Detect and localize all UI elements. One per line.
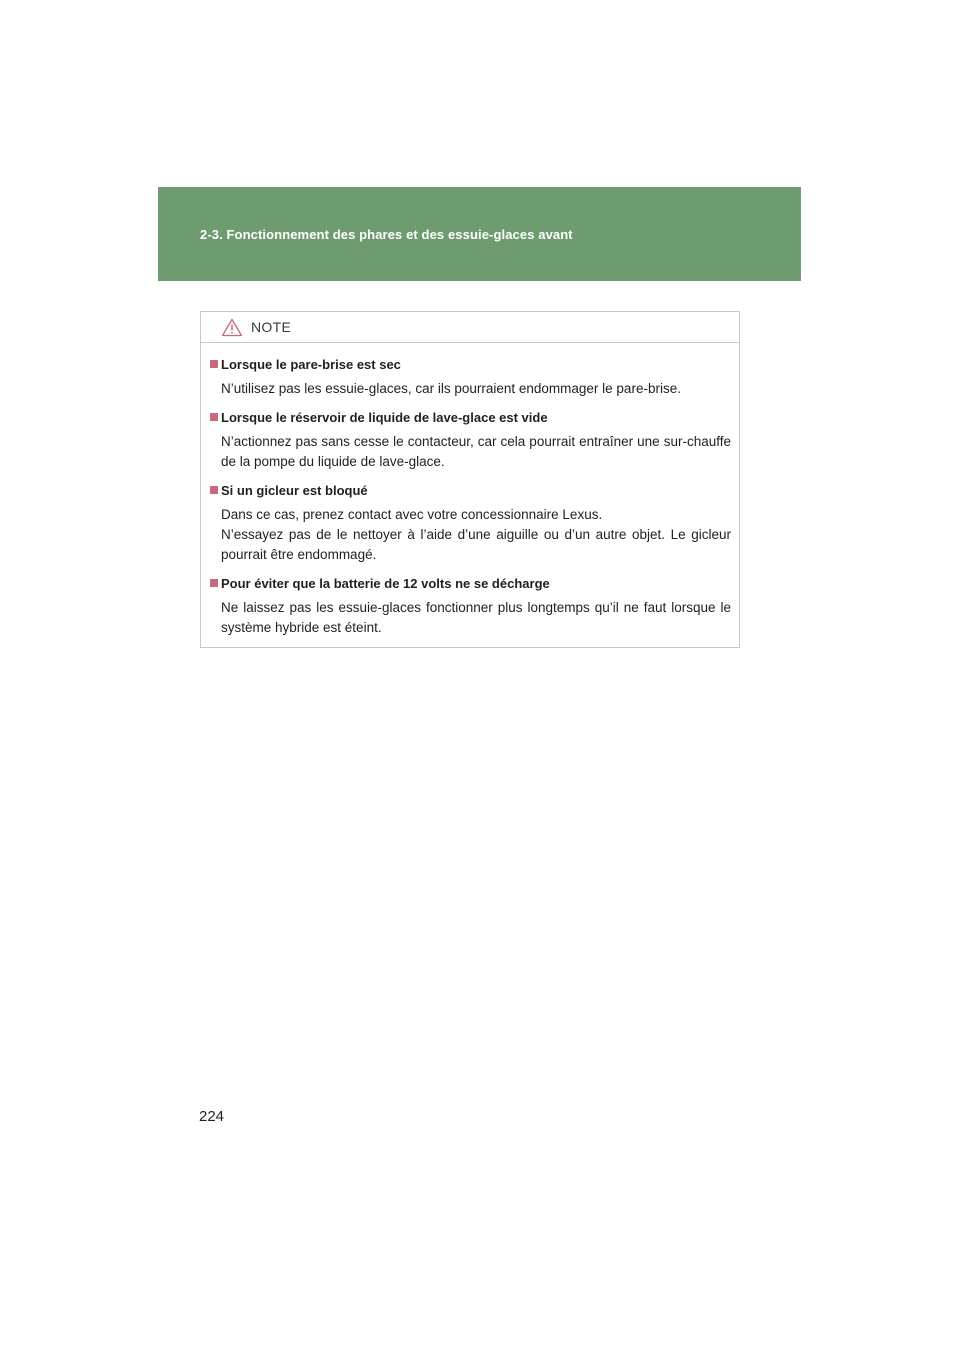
section-title: Lorsque le réservoir de liquide de lave-glace est vide	[210, 408, 731, 428]
note-header	[201, 312, 739, 343]
square-bullet-icon	[210, 486, 218, 494]
square-bullet-icon	[210, 360, 218, 368]
note-label: NOTE	[251, 319, 292, 335]
note-section-empty-reservoir	[210, 408, 731, 472]
note-section-battery-discharge	[210, 574, 731, 638]
section-paragraph: N’utilisez pas les essuie-glaces, car ils pourraient endommager le pare-brise.	[221, 381, 681, 396]
warning-triangle-icon	[221, 318, 243, 337]
section-title: Si un gicleur est bloqué	[210, 481, 731, 501]
section-title: Lorsque le pare-brise est sec	[210, 355, 731, 375]
section-paragraph: Ne laissez pas les essuie-glaces fonctionner plus longtemps qu’il ne faut lorsque le système hybride est éteint.	[221, 600, 731, 635]
section-title: Pour éviter que la batterie de 12 volts ne se décharge	[210, 574, 731, 594]
note-section-dry-windshield	[210, 355, 731, 399]
section-paragraph: Dans ce cas, prenez contact avec votre concessionnaire Lexus.	[221, 507, 603, 522]
note-body	[201, 343, 739, 638]
square-bullet-icon	[210, 413, 218, 421]
section-paragraph: N’actionnez pas sans cesse le contacteur, car cela pourrait entraîner une sur-chauffe de la pompe du liquide de lave-glace.	[221, 434, 731, 469]
note-box	[200, 311, 740, 648]
section-paragraph: N’essayez pas de le nettoyer à l’aide d’une aiguille ou d’un autre objet. Le gicleur pourrait être endommagé.	[221, 527, 731, 562]
chapter-header-band	[158, 187, 801, 281]
page-number: 224	[199, 1108, 225, 1125]
chapter-header-title: 2-3. Fonctionnement des phares et des essuie-glaces avant	[200, 227, 573, 242]
square-bullet-icon	[210, 579, 218, 587]
note-section-blocked-nozzle	[210, 481, 731, 565]
